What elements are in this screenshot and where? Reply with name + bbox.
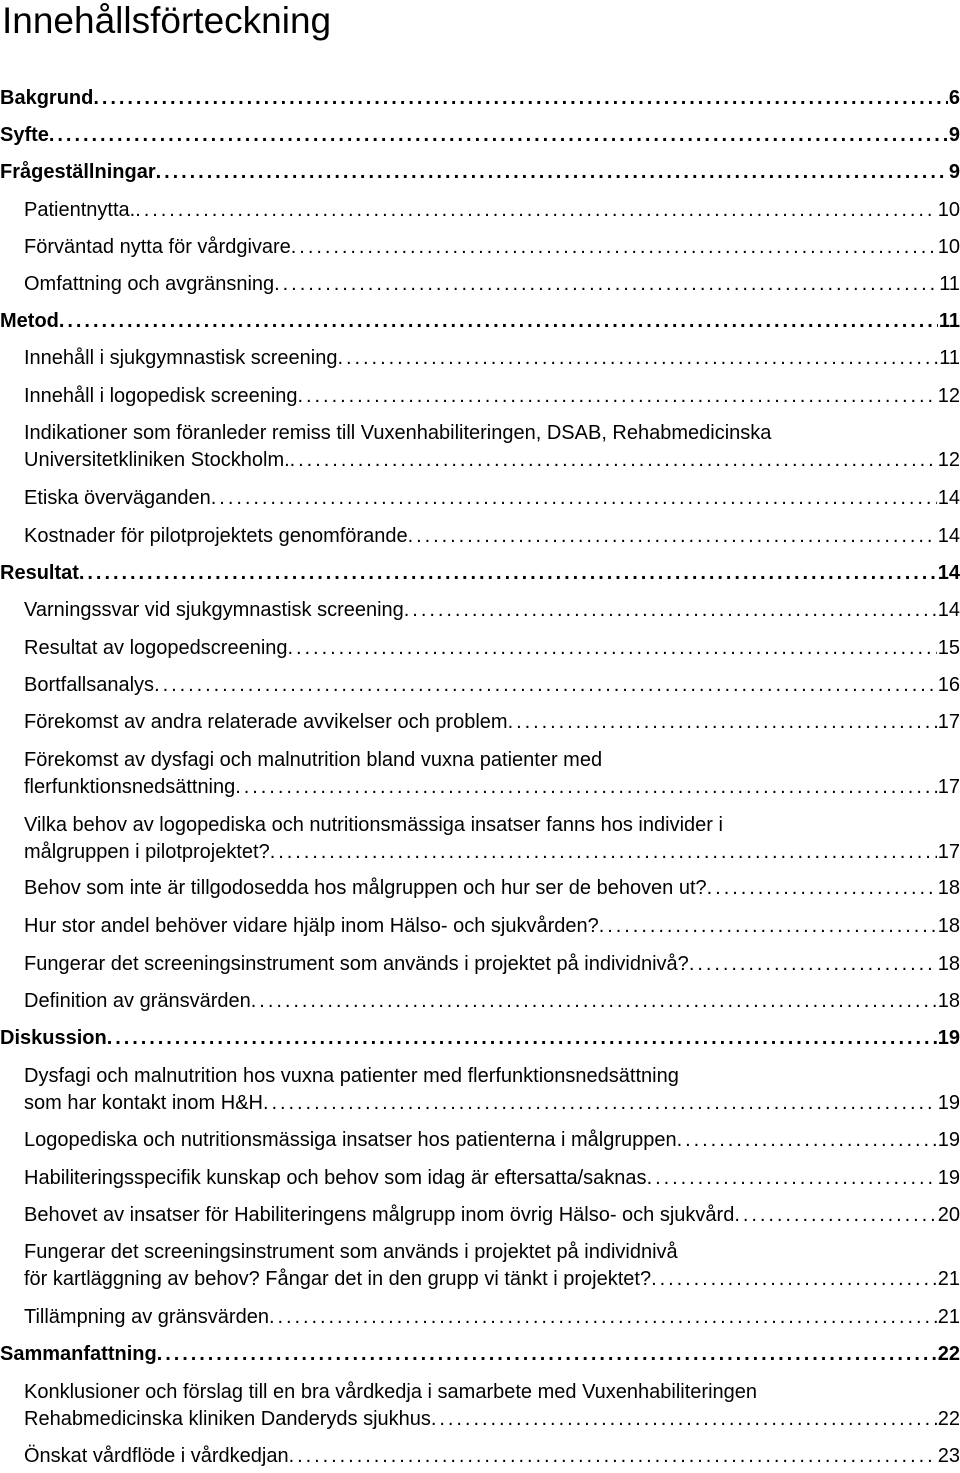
dot-leader [289, 1443, 937, 1470]
dot-leader [49, 122, 948, 149]
toc-page-number: 19 [937, 1092, 960, 1114]
toc-entry-title: Logopediska och nutritionsmässiga insatser hos patienterna i målgruppen [24, 1129, 677, 1151]
dot-leader [59, 308, 938, 335]
toc-page-number: 17 [937, 841, 960, 863]
toc-entry-title: Syfte [0, 124, 49, 146]
dot-leader [291, 234, 937, 261]
toc-entry-title: Habiliteringsspecifik kunskap och behov som idag är eftersatta/saknas [24, 1167, 647, 1189]
toc-entry[interactable] [24, 234, 960, 261]
toc-entry-title: för kartläggning av behov? Fångar det in den grupp vi tänkt i projektet? [24, 1268, 652, 1290]
toc-page-number: 6 [948, 87, 960, 109]
toc-page-number: 15 [937, 637, 960, 659]
dot-leader [689, 951, 937, 978]
toc-page-number: 21 [937, 1268, 960, 1290]
toc-page-number: 23 [937, 1445, 960, 1467]
toc-page-number: 9 [948, 124, 960, 146]
dot-leader [269, 1304, 937, 1331]
dot-leader [156, 159, 948, 186]
toc-page-number: 18 [937, 877, 960, 899]
toc-page-number: 20 [937, 1204, 960, 1226]
dot-leader [135, 197, 937, 224]
toc-entry-title-line: Dysfagi och malnutrition hos vuxna patienter med flerfunktionsnedsättning [24, 1065, 679, 1087]
toc-entry[interactable] [0, 159, 960, 186]
toc-entry[interactable] [24, 197, 960, 224]
toc-page-number: 19 [937, 1129, 960, 1151]
toc-entry-title: Behovet av insatser för Habiliteringens målgrupp inom övrig Hälso- och sjukvård [24, 1204, 735, 1226]
toc-entry-title: Resultat [0, 562, 79, 584]
toc-entry[interactable] [0, 1341, 960, 1368]
toc-page-number: 16 [937, 674, 960, 696]
toc-page-number: 18 [937, 953, 960, 975]
dot-leader [651, 1266, 937, 1293]
toc-page-number: 22 [937, 1343, 960, 1365]
dot-leader [508, 709, 937, 736]
toc-page-number: 14 [937, 562, 960, 584]
toc-entry[interactable] [24, 709, 960, 736]
toc-entry-title: Universitetkliniken Stockholm. [24, 449, 290, 471]
dot-leader [431, 1406, 937, 1433]
toc-page-number: 17 [937, 711, 960, 733]
toc-entry[interactable] [24, 1239, 960, 1293]
toc-page-number: 19 [937, 1167, 960, 1189]
toc-page-number: 9 [948, 161, 960, 183]
toc-entry-title: Förekomst av andra relaterade avvikelser och problem [24, 711, 508, 733]
toc-entry-title: Metod [0, 310, 59, 332]
toc-entry[interactable] [24, 951, 960, 978]
dot-leader [288, 635, 937, 662]
toc-entry[interactable] [0, 122, 960, 149]
toc-entry[interactable] [24, 345, 960, 372]
toc-entry[interactable] [24, 1202, 960, 1229]
dot-leader [338, 345, 939, 372]
dot-leader [157, 1341, 937, 1368]
toc-entry[interactable] [24, 672, 960, 699]
toc-entry-title: Bortfallsanalys [24, 674, 155, 696]
dot-leader [251, 988, 937, 1015]
toc-entry-title: Kostnader för pilotprojektets genomförande [24, 525, 408, 547]
toc-entry-title: Etiska överväganden [24, 487, 211, 509]
toc-entry-title: Tillämpning av gränsvärden [24, 1306, 269, 1328]
toc-entry-title: Omfattning och avgränsning [24, 273, 275, 295]
toc-entry[interactable] [24, 1165, 960, 1192]
toc-page-number: 18 [937, 990, 960, 1012]
dot-leader [79, 560, 937, 587]
dot-leader [298, 383, 937, 410]
toc-entry[interactable] [0, 560, 960, 587]
dot-leader [647, 1165, 937, 1192]
dot-leader [707, 875, 937, 902]
dot-leader [154, 672, 937, 699]
toc-entry[interactable] [0, 85, 960, 112]
dot-leader [290, 447, 937, 474]
toc-entry[interactable] [24, 1063, 960, 1117]
dot-leader [270, 839, 937, 866]
toc-entry-title: flerfunktionsnedsättning [24, 776, 236, 798]
toc-entry[interactable] [24, 747, 960, 801]
toc-page-number: 17 [937, 776, 960, 798]
toc-entry-title: Definition av gränsvärden [24, 990, 251, 1012]
dot-leader [107, 1025, 937, 1052]
dot-leader [408, 523, 937, 550]
toc-entry[interactable] [24, 812, 960, 866]
toc-entry-title: Rehabmedicinska kliniken Danderyds sjukhus [24, 1408, 431, 1430]
toc-entry-title-line: Förekomst av dysfagi och malnutrition bland vuxna patienter med [24, 749, 603, 771]
dot-leader [263, 1090, 937, 1117]
toc-entry-title: Sammanfattning [0, 1343, 157, 1365]
toc-entry[interactable] [24, 988, 960, 1015]
toc-entry-title: Resultat av logopedscreening [24, 637, 288, 659]
dot-leader [274, 271, 938, 298]
toc-entry[interactable] [24, 383, 960, 410]
dot-leader [599, 913, 937, 940]
toc-entry-title: Innehåll i logopedisk screening [24, 385, 298, 407]
dot-leader [211, 485, 937, 512]
toc-page-number: 11 [938, 310, 960, 332]
dot-leader [734, 1202, 936, 1229]
toc-entry-title: Frågeställningar [0, 161, 156, 183]
dot-leader [404, 597, 937, 624]
page-title: Innehållsförteckning [2, 0, 332, 41]
toc-entry-title: Behov som inte är tillgodosedda hos målgruppen och hur ser de behoven ut? [24, 877, 707, 899]
toc-entry-title: Hur stor andel behöver vidare hjälp inom Hälso- och sjukvården? [24, 915, 599, 937]
toc-entry[interactable] [24, 913, 960, 940]
toc-page-number: 11 [939, 347, 960, 369]
toc-entry[interactable] [24, 1443, 960, 1470]
toc-entry-title: Innehåll i sjukgymnastisk screening [24, 347, 338, 369]
toc-entry[interactable] [24, 485, 960, 512]
dot-leader [677, 1127, 937, 1154]
toc-page-number: 14 [937, 599, 960, 621]
toc-entry-title: Fungerar det screeningsinstrument som används i projektet på individnivå? [24, 953, 689, 975]
toc-page-number: 12 [937, 385, 960, 407]
toc-entry-title: Diskussion [0, 1027, 107, 1049]
toc-entry[interactable] [24, 1304, 960, 1331]
toc-page-number: 18 [937, 915, 960, 937]
toc-entry[interactable] [24, 523, 960, 550]
toc-entry[interactable] [24, 875, 960, 902]
toc-entry-title-line: Indikationer som föranleder remiss till Vuxenhabiliteringen, DSAB, Rehabmedicinska [24, 422, 772, 444]
toc-entry[interactable] [24, 635, 960, 662]
toc-page-number: 21 [937, 1306, 960, 1328]
toc-entry[interactable] [0, 1025, 960, 1052]
toc-page-number: 11 [939, 273, 960, 295]
toc-page-number: 10 [937, 236, 960, 258]
toc-entry-title-line: Konklusioner och förslag till en bra vårdkedja i samarbete med Vuxenhabiliteringen [24, 1381, 758, 1403]
toc-entry-title: som har kontakt inom H&H [24, 1092, 263, 1114]
toc-entry-title: Förväntad nytta för vårdgivare [24, 236, 291, 258]
toc-entry[interactable] [24, 1379, 960, 1433]
toc-entry[interactable] [24, 420, 960, 474]
toc-entry-title: målgruppen i pilotprojektet? [24, 841, 270, 863]
toc-entry-title: Önskat vårdflöde i vårdkedjan [24, 1445, 289, 1467]
toc-page-number: 12 [937, 449, 960, 471]
toc-page-number: 19 [937, 1027, 960, 1049]
toc-entry[interactable] [24, 1127, 960, 1154]
toc-entry-title: Bakgrund [0, 87, 94, 109]
toc-page-number: 22 [937, 1408, 960, 1430]
toc-entry-title: Patientnytta. [24, 199, 136, 221]
toc-entry[interactable] [0, 308, 960, 335]
toc-page-number: 10 [937, 199, 960, 221]
dot-leader [93, 85, 948, 112]
toc-entry-title: Varningssvar vid sjukgymnastisk screening [24, 599, 404, 621]
toc-entry[interactable] [24, 271, 960, 298]
toc-page-number: 14 [937, 525, 960, 547]
toc-entry-title-line: Fungerar det screeningsinstrument som används i projektet på individnivå [24, 1241, 678, 1263]
toc-entry-title-line: Vilka behov av logopediska och nutritionsmässiga insatser fanns hos individer i [24, 814, 723, 836]
toc-page-number: 14 [937, 487, 960, 509]
dot-leader [235, 774, 937, 801]
toc-entry[interactable] [24, 597, 960, 624]
